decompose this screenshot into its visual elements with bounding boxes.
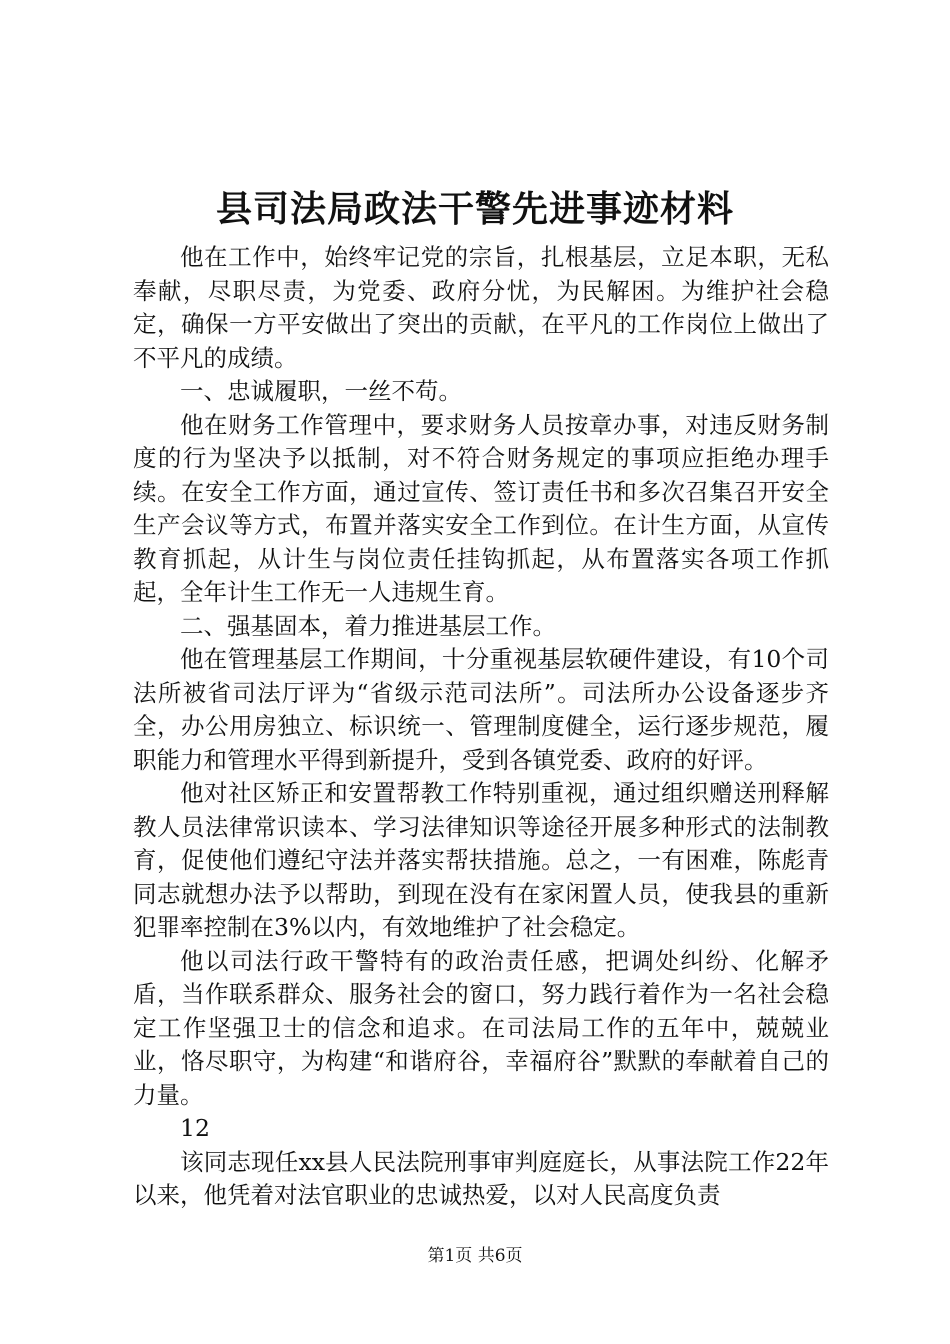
section-heading: 二、强基固本，着力推进基层工作。 bbox=[180, 611, 556, 640]
paragraph: 他对社区矫正和安置帮教工作特别重视，通过组织赠送刑释解教人员法律常识读本、学习法律知识等途径开展多种形式的法制教育，促使他们遵纪守法并落实帮扶措施。总之，一有困难，陈彪青同志就想办法予以帮助，到现在没有在家闲置人员，使我县的重新犯罪率控制在3%以内，有效地维护了社会稳定。 bbox=[133, 779, 829, 941]
page-number-footer: 第1页 共6页 bbox=[427, 1246, 523, 1266]
paragraph: 他以司法行政干警特有的政治责任感，把调处纠纷、化解矛盾，当作联系群众、服务社会的窗口，努力践行着作为一名社会稳定工作坚强卫士的信念和追求。在司法局工作的五年中，兢兢业业，恪尽职守，为构建“和谐府谷，幸福府谷”默默的奉献着自己的力量。 bbox=[133, 946, 829, 1109]
document-title: 县司法局政法干警先进事迹材料 bbox=[215, 188, 734, 230]
document-body bbox=[133, 241, 829, 1213]
section-heading: 一、忠诚履职，一丝不苟。 bbox=[180, 377, 462, 405]
paragraph: 他在财务工作管理中，要求财务人员按章办事，对违反财务制度的行为坚决予以抵制，对不符合财务规定的事项应拒绝办理手续。在安全工作方面，通过宣传、签订责任书和多次召集召开安全生产会议等方式，布置并落实安全工作到位。在计生方面，从宣传教育抓起，从计生与岗位责任挂钩抓起，从布置落实各项工作抓起，全年计生工作无一人违规生育。 bbox=[133, 410, 829, 606]
paragraph: 该同志现任xx县人民法院刑事审判庭庭长，从事法院工作22年以来，他凭着对法官职业的忠诚热爱，以对人民高度负责 bbox=[133, 1147, 829, 1209]
paragraph: 12 bbox=[180, 1114, 210, 1142]
paragraph: 他在管理基层工作期间，十分重视基层软硬件建设，有10个司法所被省司法厅评为“省级示范司法所”。司法所办公设备逐步齐全，办公用房独立、标识统一、管理制度健全，运行逐步规范，履职能力和管理水平得到新提升，受到各镇党委、政府的好评。 bbox=[133, 645, 829, 774]
paragraph: 他在工作中，始终牢记党的宗旨，扎根基层，立足本职，无私奉献，尽职尽责，为党委、政府分忧，为民解困。为维护社会稳定，确保一方平安做出了突出的贡献，在平凡的工作岗位上做出了不平凡的成绩。 bbox=[133, 243, 829, 372]
